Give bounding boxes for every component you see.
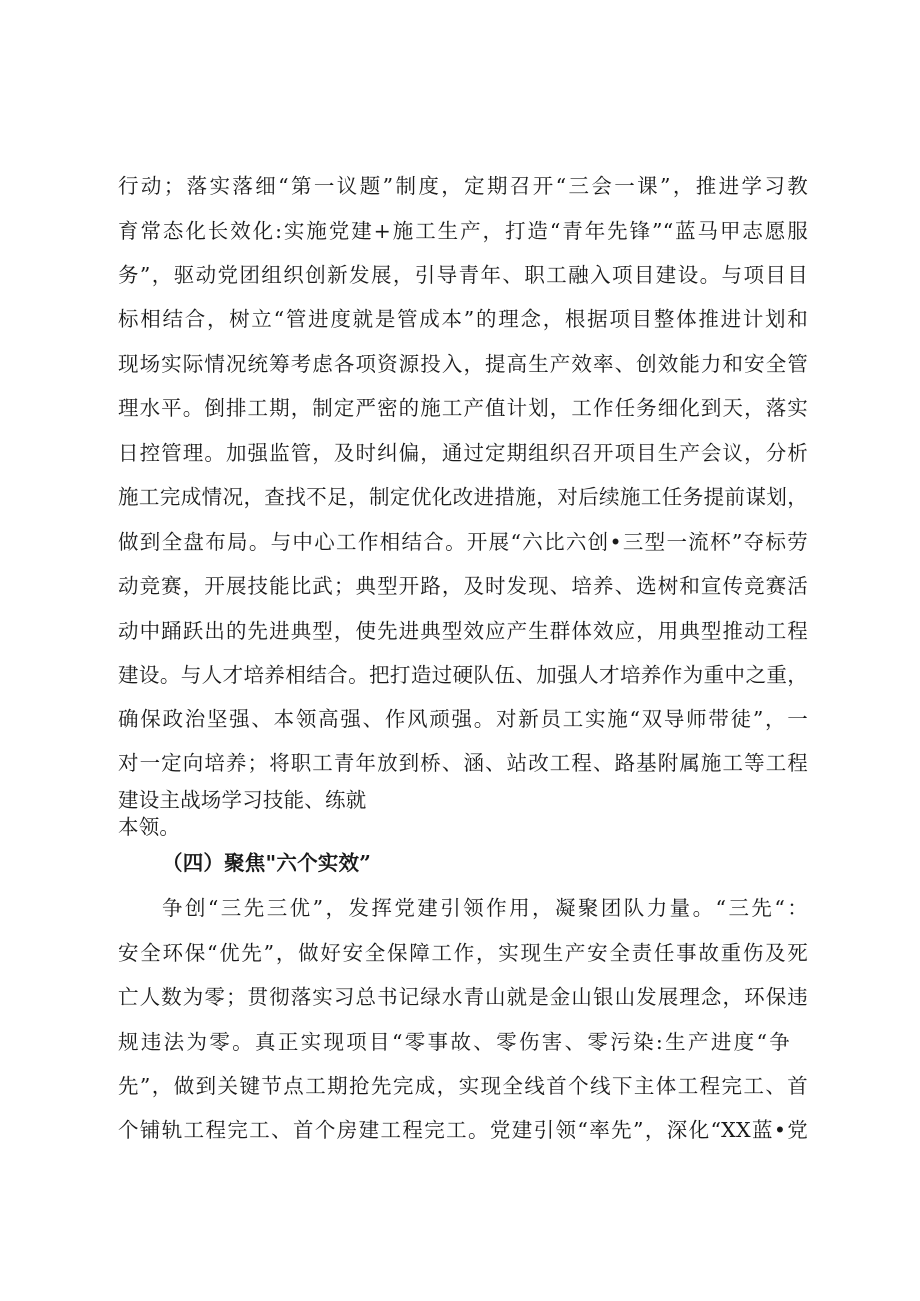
paragraph-1-line-1: 行动；落实落细“第一议题”制度，定期召开“三会一课”，推进学习教 <box>118 174 808 198</box>
paragraph-2-line-5: 先”，做到关键节点工期抢先完成，实现全线首个线下主体工程完工、首 <box>118 1074 808 1098</box>
paragraph-1-line-16: 本领。 <box>118 815 181 839</box>
paragraph-2-line-3: 亡人数为零；贯彻落实习总书记绿水青山就是金山银山发展理念，环保违 <box>118 985 808 1009</box>
paragraph-1-line-15: 建设主战场学习技能、练就 <box>118 788 367 812</box>
paragraph-1-line-11: 动中踊跃出的先进典型，使先进典型效应产生群体效应，用典型推动工程 <box>118 619 808 643</box>
paragraph-2-line-1: 争创“三先三优”，发挥党建引领作用，凝聚团队力量。“三先“： <box>162 896 808 920</box>
paragraph-1-line-10: 动竞赛，开展技能比武；典型开路，及时发现、培养、选树和宣传竞赛活 <box>118 574 808 598</box>
paragraph-2-line-4: 规违法为零。真正实现项目“零事故、零伤害、零污染:生产进度“争 <box>118 1030 790 1054</box>
paragraph-1-line-5: 现场实际情况统筹考虑各项资源投入，提高生产效率、创效能力和安全管 <box>118 352 808 376</box>
paragraph-2-line-6: 个铺轨工程完工、首个房建工程完工。党建引领“率先”，深化“XX蓝•党 <box>118 1118 808 1142</box>
paragraph-1-line-9: 做到全盘布局。与中心工作相结合。开展“六比六创•三型一流杯”夺标劳 <box>118 530 808 554</box>
paragraph-1-line-2: 育常态化长效化:实施党建+施工生产，打造“青年先锋”“蓝马甲志愿服 <box>118 219 808 243</box>
paragraph-1-line-7: 日控管理。加强监管，及时纠偏，通过定期组织召开项目生产会议，分析 <box>118 441 808 465</box>
paragraph-1-line-4: 标相结合，树立“管进度就是管成本”的理念，根据项目整体推进计划和 <box>118 307 808 331</box>
paragraph-1-line-14: 对一定向培养；将职工青年放到桥、涵、站改工程、路基附属施工等工程 <box>118 751 808 775</box>
paragraph-2-line-2: 安全环保“优先”，做好安全保障工作，实现生产安全责任事故重伤及死 <box>118 941 808 965</box>
paragraph-1-line-12: 建设。与人才培养相结合。把打造过硬队伍、加强人才培养作为重中之重， <box>118 663 808 687</box>
paragraph-1-line-3: 务”，驱动党团组织创新发展，引导青年、职工融入项目建设。与项目目 <box>118 263 808 287</box>
paragraph-1-line-8: 施工完成情况，查找不足，制定优化改进措施，对后续施工任务提前谋划， <box>118 485 808 509</box>
paragraph-1-line-13: 确保政治坚强、本领高强、作风顽强。对新员工实施“双导师带徒”，一 <box>118 707 808 731</box>
paragraph-1-line-6: 理水平。倒排工期，制定严密的施工产值计划，工作任务细化到天，落实 <box>118 396 808 420</box>
section-heading: （四）聚焦"六个实效” <box>162 851 372 875</box>
